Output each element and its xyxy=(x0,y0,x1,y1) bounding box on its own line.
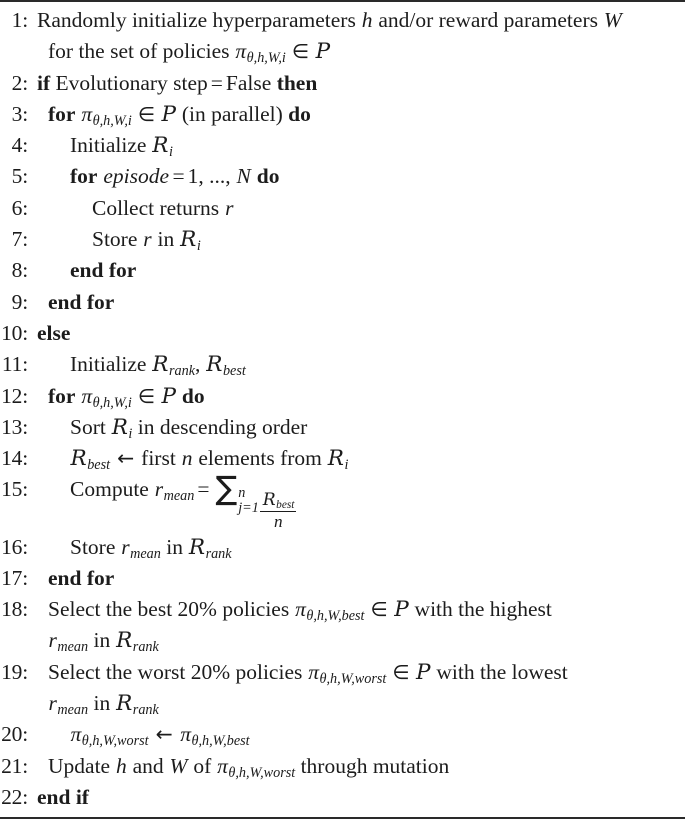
math-episode: episode xyxy=(103,164,170,189)
equals-sign: = xyxy=(197,477,210,502)
math-script-R: R xyxy=(152,352,169,378)
math-r: r xyxy=(225,195,234,220)
line-text: Evolutionary step xyxy=(55,70,208,95)
math-script-R: R xyxy=(188,534,206,560)
line-text-2: and/or reward parameters xyxy=(378,8,598,32)
math-pi: π xyxy=(235,39,247,64)
line-body xyxy=(37,412,685,443)
sub-theta: θ xyxy=(306,608,314,625)
line-text-2: elements from xyxy=(198,446,322,471)
line-body xyxy=(37,99,685,130)
line-text: Select the worst 20% policies xyxy=(48,659,303,684)
math-script-P: P xyxy=(394,597,409,623)
line-text: Store xyxy=(92,227,138,252)
sub-W: W xyxy=(113,112,125,129)
math-h: h xyxy=(361,8,373,32)
sub-W: W xyxy=(267,50,279,67)
line-text: (in parallel) xyxy=(181,101,283,126)
line-text: Update xyxy=(48,753,111,778)
algorithm-line xyxy=(0,532,685,563)
comma: , xyxy=(195,352,201,377)
algorithm-line xyxy=(0,68,685,99)
subscript-rank: rank xyxy=(132,639,159,656)
algorithm-line xyxy=(0,594,685,625)
keyword-end-if: end if xyxy=(37,784,89,809)
top-rule xyxy=(0,0,685,2)
sub-theta: θ xyxy=(81,733,89,750)
line-text-2: with the highest xyxy=(414,597,552,622)
math-script-R: R xyxy=(70,446,87,472)
sub-worst: worst xyxy=(117,733,149,750)
math-r: r xyxy=(154,477,164,502)
sub-theta: θ xyxy=(92,112,100,129)
line-number: 14: xyxy=(1,446,28,471)
line-body xyxy=(37,318,685,349)
keyword-for: for xyxy=(48,383,76,408)
line-body xyxy=(37,5,685,36)
math-N: N xyxy=(236,164,251,189)
algorithm-line-continuation xyxy=(0,688,685,719)
sub-worst: worst xyxy=(354,670,387,687)
line-number: 18: xyxy=(1,597,28,622)
math-pi: π xyxy=(81,383,93,408)
keyword-for: for xyxy=(70,164,98,189)
line-body xyxy=(37,130,685,161)
algorithm-line xyxy=(0,99,685,130)
line-body xyxy=(37,36,331,67)
line-number: 8: xyxy=(11,258,28,283)
line-body xyxy=(37,688,159,719)
keyword-if: if xyxy=(37,70,51,95)
line-text-2: in xyxy=(166,534,183,559)
math-script-P: P xyxy=(315,39,331,65)
line-number: 15: xyxy=(1,477,28,502)
math-W: W xyxy=(169,753,188,778)
line-body xyxy=(37,625,159,656)
line-number: 12: xyxy=(1,383,28,408)
math-script-R: R xyxy=(327,446,344,472)
math-pi: π xyxy=(295,597,306,622)
math-h: h xyxy=(115,753,127,778)
math-n: n xyxy=(181,446,193,471)
algorithm-line xyxy=(0,130,685,161)
line-number: 5: xyxy=(11,164,28,189)
line-text: Initialize xyxy=(70,133,147,158)
line-body xyxy=(37,532,685,563)
subscript-best: best xyxy=(276,499,295,512)
policy-subscript: θ,h,W,worst xyxy=(228,764,296,781)
sub-W: W xyxy=(249,764,261,781)
equals-sign: = xyxy=(172,164,185,189)
line-body xyxy=(37,657,685,688)
line-body xyxy=(37,563,685,594)
policy-subscript: θ,h,W,i xyxy=(246,50,286,67)
algorithm-line xyxy=(0,193,685,224)
algorithm-line xyxy=(0,563,685,594)
algorithm-line xyxy=(0,318,685,349)
math-pi: π xyxy=(308,659,320,684)
member-of-icon: ∈ xyxy=(392,660,410,684)
policy-subscript: θ,h,W,worst xyxy=(319,670,387,687)
subscript-best: best xyxy=(87,457,111,474)
policy-subscript: θ,h,W,best xyxy=(191,733,250,750)
math-r: r xyxy=(121,534,130,559)
subscript-i: i xyxy=(344,457,349,474)
algorithm-line xyxy=(0,719,685,750)
line-text: Select the best 20% policies xyxy=(48,597,290,622)
fraction-numerator xyxy=(260,491,296,510)
sub-theta: θ xyxy=(246,50,254,67)
sub-h: h xyxy=(103,112,111,129)
line-body xyxy=(37,443,685,474)
equals-sign: = xyxy=(210,70,223,95)
line-text-3: of xyxy=(193,753,212,778)
algorithm-line xyxy=(0,412,685,443)
line-text: Compute xyxy=(70,477,149,502)
math-script-R: R xyxy=(262,490,276,511)
subscript-mean: mean xyxy=(163,488,195,505)
summation xyxy=(212,468,259,517)
summation-lower-limit: j=1 xyxy=(238,500,259,517)
keyword-end-for: end for xyxy=(48,289,115,314)
summation-upper-limit: n xyxy=(238,484,246,501)
fraction xyxy=(258,491,298,531)
math-r: r xyxy=(48,691,57,716)
sub-theta: θ xyxy=(92,394,100,411)
member-of-icon: ∈ xyxy=(370,598,388,622)
left-arrow-icon: ← xyxy=(155,722,173,747)
line-number: 1: xyxy=(11,8,28,32)
algorithm-line xyxy=(0,224,685,255)
algorithm-line xyxy=(0,287,685,318)
line-text: Randomly initialize hyperparameters xyxy=(37,8,356,32)
line-text-2: in descending order xyxy=(137,414,308,439)
line-text-2: and xyxy=(132,753,164,778)
subscript-i: i xyxy=(196,238,201,255)
line-body xyxy=(37,193,685,224)
line-body xyxy=(37,782,685,813)
line-number: 7: xyxy=(11,227,28,252)
sub-theta: θ xyxy=(191,733,199,750)
sub-h: h xyxy=(330,670,338,687)
sub-W: W xyxy=(340,670,352,687)
subscript-rank: rank xyxy=(132,702,159,718)
sub-i: i xyxy=(127,112,132,129)
line-number: 6: xyxy=(11,195,28,220)
line-text: Store xyxy=(70,534,116,559)
sub-worst: worst xyxy=(263,764,296,781)
subscript-mean: mean xyxy=(130,545,161,562)
keyword-for: for xyxy=(48,101,76,126)
sub-best: best xyxy=(226,733,250,750)
sub-i: i xyxy=(281,50,286,67)
line-text: for the set of policies xyxy=(48,39,230,64)
sub-h: h xyxy=(92,733,100,750)
line-body xyxy=(37,468,685,531)
line-body xyxy=(37,287,685,318)
sub-W: W xyxy=(327,608,339,625)
keyword-do: do xyxy=(256,164,280,189)
line-number: 19: xyxy=(1,659,28,684)
subscript-mean: mean xyxy=(57,639,89,656)
line-text: first xyxy=(141,446,176,471)
line-body xyxy=(37,161,685,192)
line-body xyxy=(37,594,685,625)
policy-subscript: θ,h,W,worst xyxy=(81,733,149,750)
keyword-do: do xyxy=(181,383,205,408)
algorithm-lines xyxy=(0,5,685,813)
policy-subscript: θ,h,W,i xyxy=(92,112,132,129)
line-body xyxy=(37,719,685,750)
math-script-R: R xyxy=(116,691,133,717)
line-text: Collect returns xyxy=(92,195,220,220)
line-body xyxy=(37,224,685,255)
math-script-P: P xyxy=(161,383,176,409)
policy-subscript: θ,h,W,best xyxy=(306,608,365,625)
keyword-do: do xyxy=(288,101,311,126)
math-pi: π xyxy=(70,722,82,747)
line-body xyxy=(37,68,685,99)
sub-best: best xyxy=(341,608,365,625)
line-number: 17: xyxy=(1,565,28,590)
keyword-else: else xyxy=(37,320,71,345)
policy-subscript: θ,h,W,i xyxy=(92,394,132,411)
line-number: 11: xyxy=(1,352,28,377)
line-number: 2: xyxy=(11,70,28,95)
line-text-2: in xyxy=(157,227,175,252)
sub-theta: θ xyxy=(228,764,236,781)
math-pi: π xyxy=(217,753,228,778)
line-number: 4: xyxy=(11,133,28,158)
line-number: 13: xyxy=(1,414,28,439)
subscript-i: i xyxy=(128,425,133,442)
line-text-4: through mutation xyxy=(300,753,450,778)
line-text: Initialize xyxy=(70,352,147,377)
fraction-denominator: n xyxy=(274,511,283,531)
algorithm-line xyxy=(0,255,685,286)
line-number: 22: xyxy=(1,784,28,809)
subscript-i: i xyxy=(168,144,173,161)
sub-h: h xyxy=(316,608,324,625)
algorithm-line xyxy=(0,657,685,688)
keyword-end-for: end for xyxy=(70,258,137,283)
algorithm-line-continuation xyxy=(0,625,685,656)
algorithm-line xyxy=(0,349,685,380)
math-r: r xyxy=(143,227,152,252)
member-of-icon: ∈ xyxy=(291,40,310,64)
math-script-R: R xyxy=(111,414,128,440)
line-body xyxy=(37,255,685,286)
subscript-mean: mean xyxy=(57,702,89,718)
algorithm-line xyxy=(0,161,685,192)
algorithm-line-continuation xyxy=(0,36,685,67)
line-body xyxy=(37,381,685,412)
line-text: 1, ..., xyxy=(187,164,231,189)
sub-W: W xyxy=(102,733,114,750)
line-number: 21: xyxy=(1,753,28,778)
line-text: in xyxy=(93,691,111,716)
sub-h: h xyxy=(257,50,265,67)
math-script-R: R xyxy=(180,227,197,253)
math-pi: π xyxy=(180,722,191,747)
sub-h: h xyxy=(202,733,210,750)
math-script-P: P xyxy=(416,659,431,685)
line-body xyxy=(37,751,685,782)
algorithm-line xyxy=(0,782,685,813)
subscript-best: best xyxy=(222,363,246,380)
member-of-icon: ∈ xyxy=(137,102,156,126)
line-text: Sort xyxy=(70,414,106,439)
line-number: 16: xyxy=(1,534,28,559)
algorithm-line xyxy=(0,381,685,412)
line-number: 10: xyxy=(1,320,28,345)
sub-h: h xyxy=(238,764,247,781)
math-pi: π xyxy=(81,101,93,126)
left-arrow-icon: ← xyxy=(117,446,135,471)
algorithm-line xyxy=(0,5,685,36)
line-text: in xyxy=(93,628,111,653)
math-script-R: R xyxy=(206,352,223,378)
line-body xyxy=(37,349,685,380)
member-of-icon: ∈ xyxy=(137,384,156,408)
algorithm-line xyxy=(0,468,685,531)
line-text-2: with the lowest xyxy=(436,659,568,684)
algorithm-line xyxy=(0,751,685,782)
sub-i: i xyxy=(127,394,132,411)
line-text-2: False xyxy=(225,70,272,95)
math-r: r xyxy=(48,628,57,653)
sigma-icon: ∑ xyxy=(215,468,238,507)
subscript-rank: rank xyxy=(205,545,232,562)
sub-h: h xyxy=(103,394,111,411)
subscript-rank: rank xyxy=(168,363,195,380)
sub-theta: θ xyxy=(319,670,327,687)
math-W: W xyxy=(603,8,622,32)
sub-W: W xyxy=(212,733,224,750)
line-number: 3: xyxy=(11,101,28,126)
sub-W: W xyxy=(113,394,125,411)
keyword-then: then xyxy=(276,70,318,95)
math-script-R: R xyxy=(116,628,133,654)
math-script-R: R xyxy=(152,133,169,159)
keyword-end-for: end for xyxy=(48,565,115,590)
line-number: 20: xyxy=(1,722,28,747)
line-number: 9: xyxy=(11,289,28,314)
math-script-P: P xyxy=(161,101,176,127)
algorithm-line xyxy=(0,443,685,474)
